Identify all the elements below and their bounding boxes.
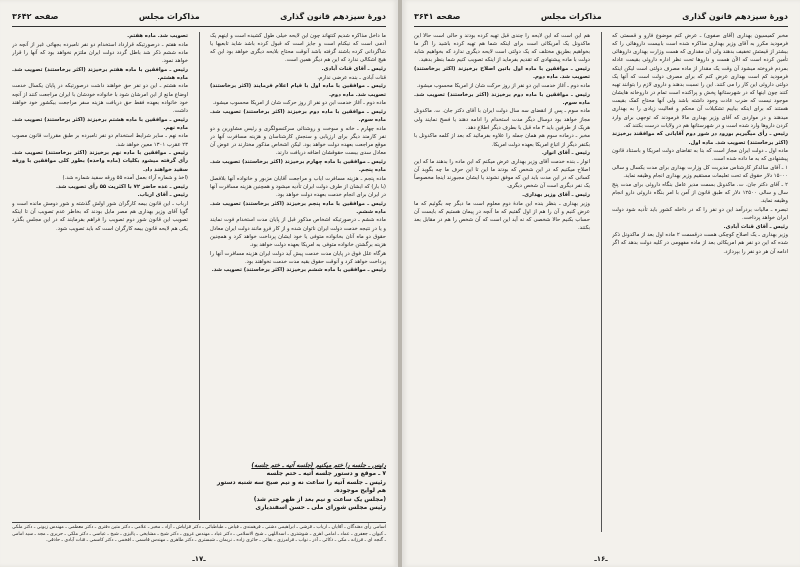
paragraph: رئیس ـ عده حاضر ۷۲ با اکثریت ۵۵ رأی تصویب شد. <box>56 183 188 190</box>
paragraph: ماده نهم ـ سایر شرایط استخدام دو نفر نامبرده بر طبق مقررات قانون مصوب ۲۳ عقرب ۱۳۰۱ معین خواهد شد. <box>12 133 188 148</box>
left-column-divider <box>199 32 200 520</box>
closing-line: (مجلس یک ساعت و نیم بعد از ظهر ختم شد) <box>253 495 386 503</box>
paragraph: ماده دوم ـ آغاز خدمت این دو نفر از روز حرکت شان از امریکا محسوب میشود. <box>212 100 386 107</box>
paragraph: وزیر بهداری ـ یک اصلاح کوچکی هست درقسمت ۲ ماده اول بعد از ماکدونل ذکر شده که این دو نفر هم امریکائی بعد از ماده مفهومی در کلیه دولت بدهد که اگر ادامه آن هر دو نفر را بپردازد. <box>612 232 788 255</box>
paragraph: ماده اول ـ دولت ایران مجاز است که بنا به تقاضای دولت امریکا و باستناد قانون پیشنهادی که به ما داده شده است. <box>612 148 788 163</box>
paragraph: رئیس ـ آقای انوار. <box>541 150 590 157</box>
paragraph: رئیس ـ موافقین با ماده چهارم برخیزند (اکثر برخاستند) تصویب شد. ماده پنجم. <box>210 158 386 173</box>
paragraph: رئیس ـ موافقین با ماده نهم برخیزند (اکثر برخاستند) تصویب شد. رأی گرفته میشود بکلیات (ماده واحده) بطور کلی موافقین با ورقه سفید خواهند داد. <box>12 150 188 173</box>
left-header-page-label: صفحه ۳۶۴۲ <box>12 11 59 21</box>
paragraph: رئیس ـ موافقین با ماده دوم برخیزند (اکثر برخاستند) تصویب شد. ماده سوم. <box>210 108 386 124</box>
paragraph: مخبر کمیسیون بهداری (آقای صفوی) ـ عرض کنم موضوع فارو و قسمتی که فرمودید مکرر به آقای وزیر بهداری مذاکره شده است بابیست داروهائی را که بیشتر از قیمتش تخفیف بدهند ولی آن مقداری که هست وزارت بهداری داروهائی تأمین کرده است که الآن هست و داروها تحت نظر اداره داروئی بقیمت عادله بمردم فروخته میشود آن وقت یک مقدار از ماده مصرف دولتی است لیکن اینکه فرمودید کم است بهداری عرض کنم که برای مصرف دولت است که آنها یک دولتی داروئی این کار را می کنند. این را نسبت بدهند و داروی لازم را بتوانند تهیه کنند چون اینها که در شهرستانها پخش و پراکنده است تمام در داروخانه هایشان موجود نیست که ضرب عادت وجود داشته باشد ولی آنها محتاج کمک بقیمت هستند که برای اینکه بیاییم تشکیلات آن محکم و فعالیت زیادی را به بهداری میدهند و در مواردی که آقای وزیر بهداری مالا فرمودند که توجهی برای وارد کردن داروها وارد شده است و در شهرستانها هم در ولایات درست بکنند که. <box>612 33 788 129</box>
paragraph: تصویب شد. ماده هفتم. <box>127 33 188 39</box>
paragraph: (اخذ و شماره آراء بعمل آمده ۵۵ ورقه سفید شماره شد.) <box>62 175 188 182</box>
left-header-title: مذاکرات مجلس <box>138 11 200 21</box>
paragraph: تبصره ـ مالیات بردرآمد این دو نفر را که در داخله کشور باید تأدیه شود دولت ایران خواهد پرداخت. <box>612 206 788 221</box>
closing-line: رئیس ـ جلسه آتیه را ساعت نه و نیم صبح سه شنبه دستور <box>216 478 386 486</box>
left-page-left-column <box>12 32 188 520</box>
paragraph: رئیس ـ موافقین با ماده ششم برخیزند (اکثر برخاستند) تصویب شد. <box>211 267 386 274</box>
closing-line: رئیس ـ جلسه را ختم میکنیم (جلسه آتیه ـ ختم جلسه) <box>251 462 386 469</box>
paragraph: رئیس ـ موافقین با ماده اول با قیام اعلام فرمایند (اکثر برخاستند) تصویب شد. ماده دوم. <box>210 83 386 98</box>
left-header-rule <box>12 26 386 27</box>
paragraph: هرگاه علل فوق در پایان مدت خدمت پیش آید دولت ایران هزینه مسافرت آنها را پرداخت خواهد کرد و آنوقت حقوق بقیه مدت خدمت نخواهند بود. <box>210 250 386 265</box>
paragraph: قنات آبادی ـ بنده عرضی ندارم. <box>317 74 386 81</box>
paragraph: رئیس ـ موافقین با ماده پنجم برخیزند (اکثر برخاستند) تصویب شد. ماده ششم. <box>210 200 386 215</box>
paragraph: رئیس ـ آقای وزیر بهداری. <box>522 191 590 198</box>
right-page-header <box>414 8 788 24</box>
paragraph: ما داخل مذاکره شدیم کنتهاند چون این لایحه خیلی طول کشیده است و اینهم یک آدمی است که نیکنام است و جایز است که قبول کرده باشد شاید تابعیها یا شاگردانی کرده باشند گرفته باشد آنوقت محتاج بلایحه دیگری خواهد بود این که هیچ اشکالی ندارد که این هم دیگر همین است. <box>210 33 386 64</box>
right-header-rule <box>414 26 788 27</box>
closing-line: ۷ ـ موقع و دستور جلسه آتیه ـ ختم جلسه <box>266 470 386 478</box>
paragraph: هم این است که این لایحه را چندی قبل تهیه کرده بودند و حالی است حالا این ماکدونل یک آمریکائی است برای اینکه شما هم تهیه کرده باشید را اگر ما بخواهیم بطریق مختلف که یک دولتی است لایحه دیگری ندارد که بخواهیم شاید دولت با ماده پیشنهادی که تقدیم بفرماید از اینکه تصویب کنیم شما بنظر بدهید. <box>414 33 590 64</box>
paragraph: ماده ششم ـ درصورتیکه اشخاص مذکور قبل از پایان مدت استخدام فوت نمایند و یا در نتیجه خدمت دولت ایران ناتوان شده و از کار فرو مانند دولت ایران معادل حقوق دو ماه آنان بخانواده متوفی یا خود ایشان پرداخت خواهد کرد و همچنین هزینه برگشتن خانواده متوفی به امریکا بعهده دولت خواهد بود. <box>210 217 386 248</box>
session-closing-block <box>200 462 386 512</box>
paragraph: ارباب ـ این قانون بیمه کارگران شور اولش گذشته و شور دومش مانده است و گویا آقای وزیر بهداری هم مصر مایل بودند که بخاطر عدم تصویب آن تا اینکه تصویب این قانون شور دوم تصویب را فراهم بفرمایند که در این مجلس بگذرد یکی هم لایحه قانون بیمه کارگران است که باید تصویب شود. <box>12 201 188 232</box>
paragraph: رئیس ـ آقای قنات آبادی. <box>723 223 788 230</box>
right-column-divider <box>601 32 602 532</box>
right-header-page-label: صفحه ۳۶۴۱ <box>414 11 461 21</box>
right-page <box>402 0 800 567</box>
attendance-list: اسامی رأی دهندگان ـ آقایان ـ ارباب ـ قرشی ـ ابراهیمی دشتی ـ فرهمندی ـ فیاض ـ طباطبائی ـ دکتر قزلباش ـ آزاد ـ مخبر ـ علامی ـ دکتر متین دفتری ـ دکتر معظمی ـ مهندس زبونی ـ دکتر ملکی ـ کیوان ـ جعفری ـ عماد ـ امامی اهری ـ شوشتری ـ اسداللهی ـ شیخ الاسلامی ـ دکتر عیاد ـ مهندس غروی ـ دکتر شیخ ـ مشایخی ـ پالیزی ـ شیخ ـ عباسی ـ دکتر ملکی ـ حریری ـ مجد ـ سید امامی ـ گنجه ای ـ فرزانه ـ مکی ـ ذکائی ـ آذر ـ نواب ـ فرامرزی ـ بقائی ـ حائری زاده ـ نریمان ـ شبستری ـ دکتر طاهری ـ مهندس قاسمی ـ افخمی ـ دکتر کاسمی ـ قنات آبادی ـ حاذقی. <box>12 522 386 545</box>
left-page-right-column <box>210 32 386 460</box>
paragraph: رئیس ـ موافقین با ماده هشتم برخیزند (اکثر برخاستند) تصویب شد. ماده نهم. <box>12 116 188 131</box>
right-page-number: ـ۱۶ـ <box>594 555 608 563</box>
paragraph: انوار ـ بنده خدمت آقای وزیر بهداری عرض میکنم که این ماده را بدهند ما که این اصلاح میکنیم که در این شخص که بودند ما این تا این حرف ما چه بگوید آن کسانی که در این مدت باید این که موفق نشوند یا ایشان مجبورند اینجا مخصوصاً یک نفر دیگری است آن شخص دیگری. <box>414 158 590 190</box>
left-page <box>0 0 398 567</box>
paragraph: رئیس ـ موافقین با ماده هفتم برخیزند (اکثر برخاستند) تصویب شد. ماده هشتم. <box>12 66 188 81</box>
paragraph: ماده چهارم ـ خانه و سوخت و روشنائی سرکنسولگری و رئیس مشاورین و دو نفر کارمند دیگر برای ارزیابی و سنجش کارشناسان و هزینه مسافرت آنها در موقع مراجعت بعهده دولت خواهد بود. لیکن اشخاص مذکور مختارند در عوض آن معادل سدی بیست حقوقشان اضافه دریافت دارند. <box>210 125 386 157</box>
paragraph: مخبر ـ درماده سوم هم همان جمله را علاوه بفرمائید که بعد از کلمه ماکدونل با بکنفر دیگر از اتباع امریکا بعهده دولت امریکا. <box>414 133 590 148</box>
paragraph: رئیس ـ آقای ارباب. <box>137 192 188 199</box>
right-page-right-column <box>612 32 788 532</box>
paragraph: رئیس ـ موافقین با ماده اول باتین اصلاح برخیزند (اکثر برخاستند) تصویب شد. ماده دوم. <box>414 66 590 81</box>
left-page-header <box>12 8 386 24</box>
right-header-title: مذاکرات مجلس <box>540 11 602 21</box>
left-page-number: ـ۱۷ـ <box>192 555 206 563</box>
paragraph: ۱ ـ آقای سالدکر کارشناس مدیریت کل وزارت بهداری برای مدت یکسال و سالی ۱۵۰۰۰ دلار حقوق که تحت تعلیمات مستقیم وزیر بهداری انجام وظیفه نماید. <box>612 165 788 180</box>
left-header-series: دورهٔ سیزدهم قانون گذاری <box>280 11 386 21</box>
paragraph: رئیس ـ رأی میگیریم بورود در شور دوم آقایانی که موافقند برخیزند (اکثر برخاستند) تصویب شد. ماده اول. <box>612 131 788 146</box>
closing-signature: رئیس مجلس شورای ملی ـ حسن اسفندیاری <box>255 504 386 512</box>
paragraph: ماده هفتم ـ درصورتیکه قرارداد استخدام دو نفر نامبرده بجهاتی غیر از آنچه در ماده ششم ذکر شد باطل گردد دولت ایران ملتزم نخواهد بود که آنها را قرار خواهد نمود. <box>12 41 188 64</box>
paragraph: رئیس ـ آقای قنات آبادی. <box>321 66 386 73</box>
right-header-series: دورهٔ سیزدهم قانون گذاری <box>682 11 788 21</box>
paragraph: وزیر بهداری ـ بنظر بنده این مادهٔ دوم معلوم است ما دیگر چه بگوئیم که ما عرض کنیم و آن را هم از اول گفتیم که ما آنچه در پیمان هستیم که بایست آن حساب بکنیم حالا شخصی که نه آید این است که آن شخص را هم در مقابل بعد بکنند. <box>414 200 590 232</box>
paragraph: ماده پنجم ـ هزینه مسافرت ایاب و مراجعت آقایان مزبور و خانواده آنها بلافصل (با بار) که ایشان از طرف دولت ایران تأدیه میشود و همچنین هزینه مسافرت آنها در ایران برای انجام خدمت بعهده دولت خواهد بود. <box>210 175 386 198</box>
paragraph: ماده دوم ـ آغاز خدمت این دو نفر از روز حرکت شان از امریکا محسوب میشود. <box>416 82 590 89</box>
closing-line: هم لوایح موجوده. <box>333 487 386 495</box>
paragraph: ماده سوم ـ پس از انقضای سه سال دولت ایران با آقای دکتر جان. ت. ماکدونل مجاز خواهد بود دوسال دیگر مدت استخدام را ادامه دهند یا فسخ نمایند ولی هریک از طرفین باید ۳ ماه قبل یا بطرف دیگر اطلاع دهد. <box>414 108 590 131</box>
paragraph: ۲ ـ آقای دکتر جان. ت. ماکدونل بسمت مدیر عامل بنگاه داروئی برای مدت پنج سال و سالی ۱۲۵۰۰ دلار که طبق قانون از آمن با امر بنگاه داروئی دارو انجام وظیفه نماید. <box>612 181 788 205</box>
paragraph: ماده هشتم ـ این دو نفر حق خواهند داشت درصورتیکه در پایان یکسال خدمت اوضاع مانع از این امرشان شود با خانواده خودشان با ایران مراجعت کنند از آنچه خود خانواده بعهده فقط حق دریافت هزینه سفر مراجعت بیکشور خود خواهند داشت. <box>12 83 188 114</box>
right-page-left-column <box>414 32 590 532</box>
paragraph: رئیس ـ موافقین با ماده دوم برخیزند (اکثر برخاستند) تصویب شد. ماده سوم. <box>414 91 590 106</box>
